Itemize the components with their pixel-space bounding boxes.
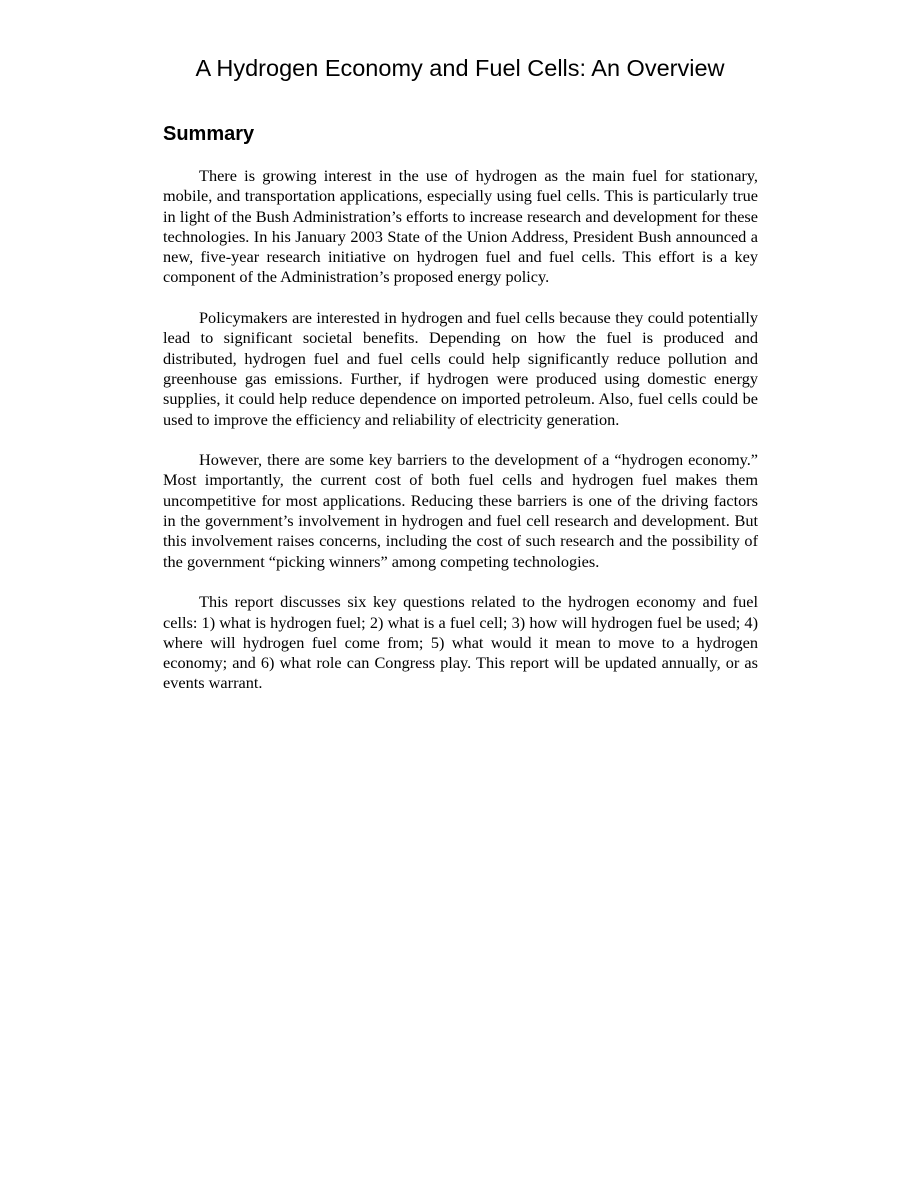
summary-body	[163, 166, 758, 714]
summary-paragraph: This report discusses six key questions related to the hydrogen economy and fuel cells: 1) what is hydrogen fuel; 2) what is a fuel cell; 3) how will hydrogen fuel be used; 4) where will hydrogen fuel come from; 5) what would it mean to move to a hydrogen economy; and 6) what role can Congress play. This report will be updated annually, or as events warrant.	[163, 592, 758, 693]
summary-paragraph: Policymakers are interested in hydrogen and fuel cells because they could potentially lead to significant societal benefits. Depending on how the fuel is produced and distributed, hydrogen fuel and fuel cells could help significantly reduce pollution and greenhouse gas emissions. Further, if hydrogen were produced using domestic energy supplies, it could help reduce dependence on imported petroleum. Also, fuel cells could be used to improve the efficiency and reliability of electricity generation.	[163, 308, 758, 429]
summary-paragraph: There is growing interest in the use of hydrogen as the main fuel for stationary, mobile, and transportation applications, especially using fuel cells. This is particularly true in light of the Bush Administration’s efforts to increase research and development for these technologies. In his January 2003 State of the Union Address, President Bush announced a new, five-year research initiative on hydrogen fuel and fuel cells. This effort is a key component of the Administration’s proposed energy policy.	[163, 166, 758, 287]
summary-heading: Summary	[163, 123, 255, 145]
summary-paragraph: However, there are some key barriers to the development of a “hydrogen economy.” Most importantly, the current cost of both fuel cells and hydrogen fuel makes them uncompetitive for most applications. Reducing these barriers is one of the driving factors in the government’s involvement in hydrogen and fuel cell research and development. But this involvement raises concerns, including the cost of such research and the possibility of the government “picking winners” among competing technologies.	[163, 450, 758, 571]
document-title: A Hydrogen Economy and Fuel Cells: An Overview	[195, 55, 725, 81]
